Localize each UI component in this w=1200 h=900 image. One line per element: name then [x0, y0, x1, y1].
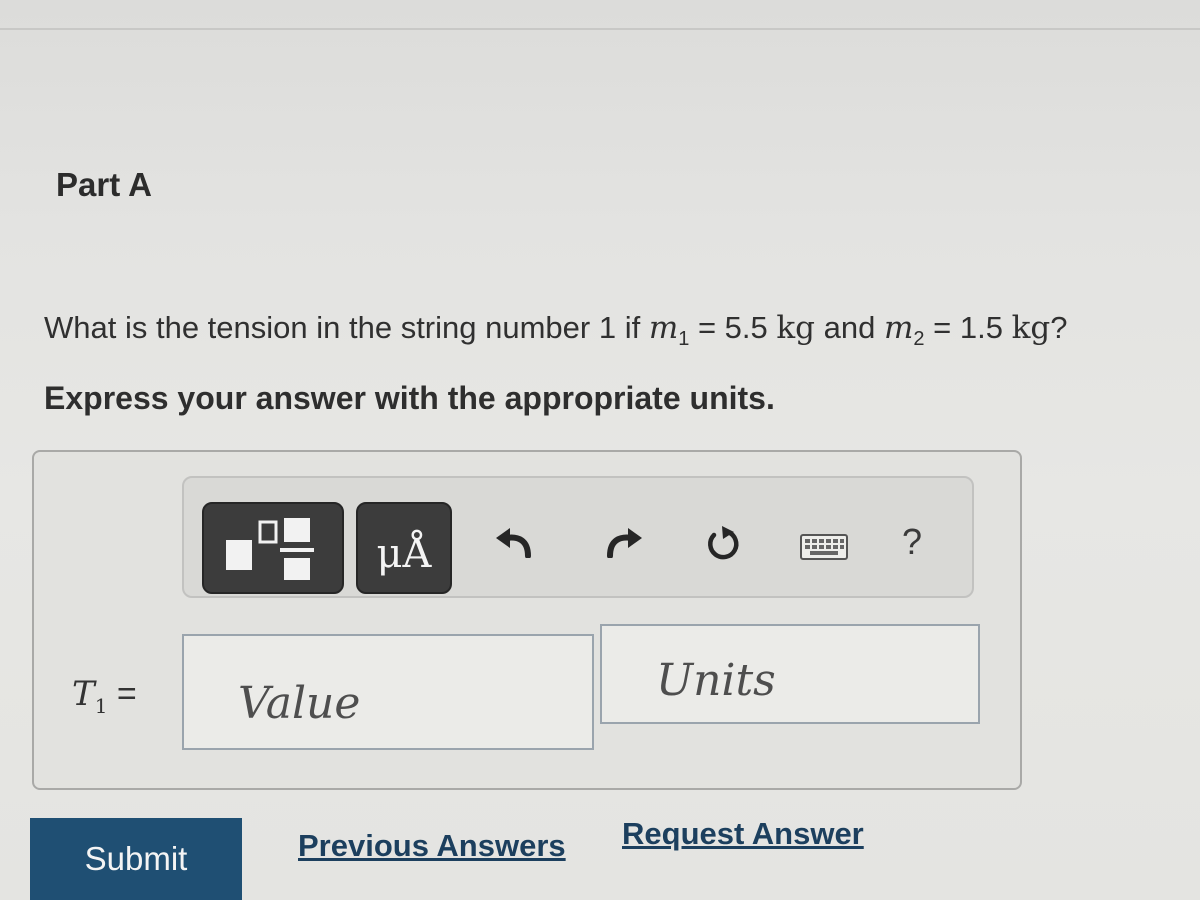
instruction-text: Express your answer with the appropriate units. [44, 380, 775, 416]
part-title: Part A [56, 166, 152, 203]
units-input[interactable] [600, 624, 980, 724]
math-toolbar [182, 476, 974, 598]
m2-subscript: 2 [913, 328, 925, 351]
templates-button[interactable] [202, 502, 344, 594]
m2-value: = 1.5 [924, 310, 1012, 345]
reset-icon[interactable] [704, 526, 742, 564]
answer-variable-label [72, 674, 137, 718]
keyboard-icon[interactable] [800, 534, 848, 560]
m2-symbol: m [883, 310, 914, 346]
m1-subscript: 1 [678, 328, 690, 351]
question-mid: and [815, 310, 884, 345]
help-icon[interactable]: ? [902, 521, 923, 562]
m1-symbol: m [648, 310, 679, 346]
m1-unit: kg [776, 310, 816, 346]
previous-answers-link[interactable]: Previous Answers [298, 828, 566, 863]
equals-sign: = [107, 675, 137, 713]
redo-icon[interactable] [604, 526, 644, 558]
undo-icon[interactable] [494, 526, 534, 558]
variable-symbol: T [72, 674, 95, 714]
question-text [44, 310, 1067, 351]
request-answer-link[interactable]: Request Answer [622, 816, 864, 851]
m2-unit: kg [1011, 310, 1051, 346]
top-divider [0, 28, 1200, 30]
m1-value: = 5.5 [689, 310, 777, 345]
variable-subscript: 1 [94, 693, 108, 718]
answer-panel [32, 450, 1022, 790]
templates-icon [226, 516, 326, 582]
question-prefix: What is the tension in the string number 1 if [44, 310, 649, 345]
submit-button[interactable]: Submit [30, 818, 242, 900]
units-icon: μÅ [376, 531, 432, 577]
question-suffix: ? [1050, 310, 1068, 345]
units-button[interactable] [356, 502, 452, 594]
value-input[interactable] [182, 634, 594, 750]
